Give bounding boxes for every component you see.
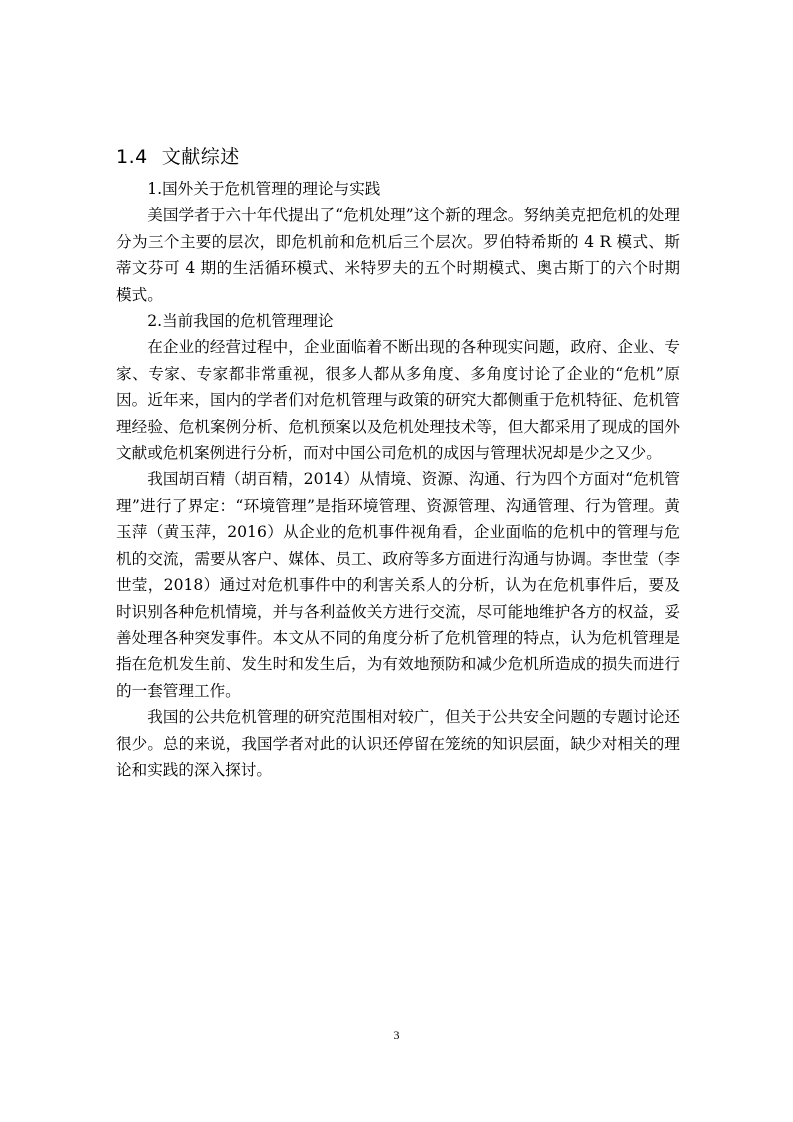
body-text bbox=[116, 176, 680, 783]
subheading-foreign-theory: 1.国外关于危机管理的理论与实践 bbox=[147, 180, 381, 198]
section-heading bbox=[116, 142, 240, 169]
paragraph-domestic-scholars: 我国胡百精（胡百精，2014）从情境、资源、沟通、行为四个方面对“危机管理”进行了界定：“环境管理”是指环境管理、资源管理、沟通管理、行为管理。黄玉萍（黄玉萍，2016）从企业的危机事件视角看，企业面临的危机中的管理与危机的交流，需要从客户、媒体、员工、政府等多方面进行沟通与协调。李世莹（李世莹，2018）通过对危机事件中的利害关系人的分析，认为在危机事件后，要及时识别各种危机情境，并与各利益攸关方进行交流，尽可能地维护各方的权益，妥善处理各种突发事件。本文从不同的角度分析了危机管理的特点，认为危机管理是指在危机发生前、发生时和发生后，为有效地预防和减少危机所造成的损失而进行的一套管理工作。 bbox=[116, 470, 680, 700]
section-title: 文献综述 bbox=[161, 146, 240, 168]
subheading-domestic-theory: 2.当前我国的危机管理理论 bbox=[147, 312, 334, 331]
paragraph-domestic-overview: 在企业的经营过程中，企业面临着不断出现的各种现实问题，政府、企业、专家、专家、专家都非常重视，很多人都从多角度、多角度讨论了企业的“危机”原因。近年来，国内的学者们对危机管理与政策的研究大都侧重于危机特征、危机管理经验、危机案例分析、危机预案以及危机处理技术等，但大都采用了现成的国外文献或危机案例进行分析，而对中国公司危机的成因与管理状况却是少之又少。 bbox=[116, 338, 680, 463]
paragraph-public-crisis: 我国的公共危机管理的研究范围相对较广，但关于公共安全问题的专题讨论还很少。总的来说，我国学者对此的认识还停留在笼统的知识层面，缺少对相关的理论和实践的深入探讨。 bbox=[116, 708, 680, 779]
section-number: 1.4 bbox=[116, 146, 148, 168]
page-number: 3 bbox=[393, 1028, 400, 1042]
paragraph-foreign-theory: 美国学者于六十年代提出了“危机处理”这个新的理念。努纳美克把危机的处理分为三个主要的层次，即危机前和危机后三个层次。罗伯特希斯的 4 R 模式、斯蒂文芬可 4 期的生活循环模式、米特罗夫的五个时期模式、奥古斯丁的六个时期模式。 bbox=[116, 206, 680, 304]
